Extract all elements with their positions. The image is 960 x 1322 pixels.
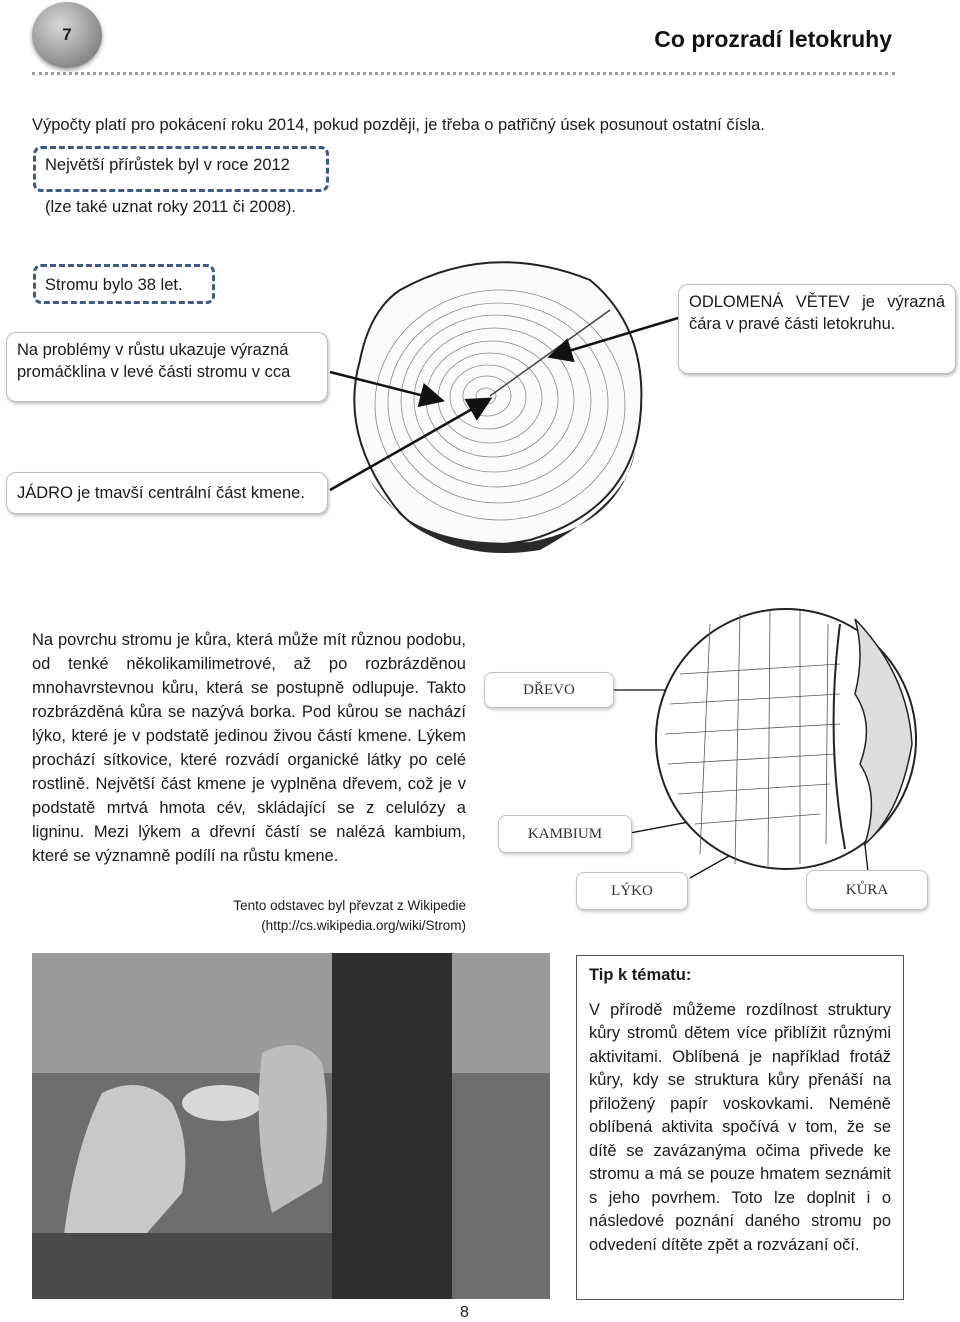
label-cambium: KAMBIUM <box>498 815 632 853</box>
photo-drawing <box>32 953 550 1299</box>
bark-cross-section-illustration <box>650 594 922 884</box>
children-at-tree-photo <box>32 953 550 1299</box>
page-number: 8 <box>460 1304 469 1321</box>
callout-core: JÁDRO je tmavší centrální část kmene. <box>6 472 328 514</box>
callout-problems: Na problémy v růstu ukazuje výrazná promáčklina v levé části stromu v cca <box>6 332 328 402</box>
tip-box <box>576 955 904 1300</box>
source-note <box>166 896 466 936</box>
intro-text: Výpočty platí pro pokácení roku 2014, pokud později, je třeba o patřičný úsek posunout ostatní čísla. <box>32 116 765 134</box>
callout-branch: ODLOMENÁ VĚTEV je výrazná čára v pravé části letokruhu. <box>678 284 956 374</box>
label-phloem: LÝKO <box>576 872 688 910</box>
answer-1-line2: (lze také uznat roky 2011 či 2008). <box>45 198 296 216</box>
tip-text: V přírodě můžeme rozdílnost struktury kůry stromů dětem více přiblížit různými aktivitami. Oblíbená je například frotáž kůry, kdy se struktura kůry přenáší na přiložený papír voskovkami. Neméně oblíbená aktivita spočívá v tom, že se dítě se zavázanýma očima přivede ke stromu a má se pouze hmatem seznámit s jeho povrhem. Toto lze doplnit i o následové poznání daného stromu po odvedení dítěte zpět a rozvázaní očí. <box>589 1000 891 1254</box>
page-title: Co prozradí letokruhy <box>654 26 892 52</box>
source-line1: Tento odstavec byl převzat z Wikipedie <box>233 898 466 913</box>
source-line2: (http://cs.wikipedia.org/wiki/Strom) <box>261 918 466 933</box>
arrow-core <box>330 400 488 490</box>
tip-title: Tip k tématu: <box>589 966 692 984</box>
body-paragraph: Na povrchu stromu je kůra, která může mít různou podobu, od tenké několikamilimetrové, až po rozbrázděnou mnohavrstevnou kůru, která se postupně odlupuje. Takto rozbrázděná kůra se nazývá borka. Pod kůrou se nachází lýko, které je v podstatě jedinou živou částí kmene. Lýkem prochází sítkovice, které rozvádí organické látky po celé rostlině. Největší část kmene je vyplněna dřevem, což je v podstatě mrtvá hmota cév, skládající se z celulózy a ligninu. Mezi lýkem a dřevní částí se nalézá kambium, které se významně podílí na růstu kmene. <box>32 631 466 865</box>
answer-2: Stromu bylo 38 let. <box>45 276 183 294</box>
arrow-problems <box>330 372 440 400</box>
answer-1-line1: Největší přírůstek byl v roce 2012 <box>45 156 290 174</box>
label-bark: KŮRA <box>806 870 928 910</box>
chapter-number: 7 <box>62 25 72 44</box>
arrow-branch <box>552 318 678 356</box>
label-wood: DŘEVO <box>484 672 614 708</box>
